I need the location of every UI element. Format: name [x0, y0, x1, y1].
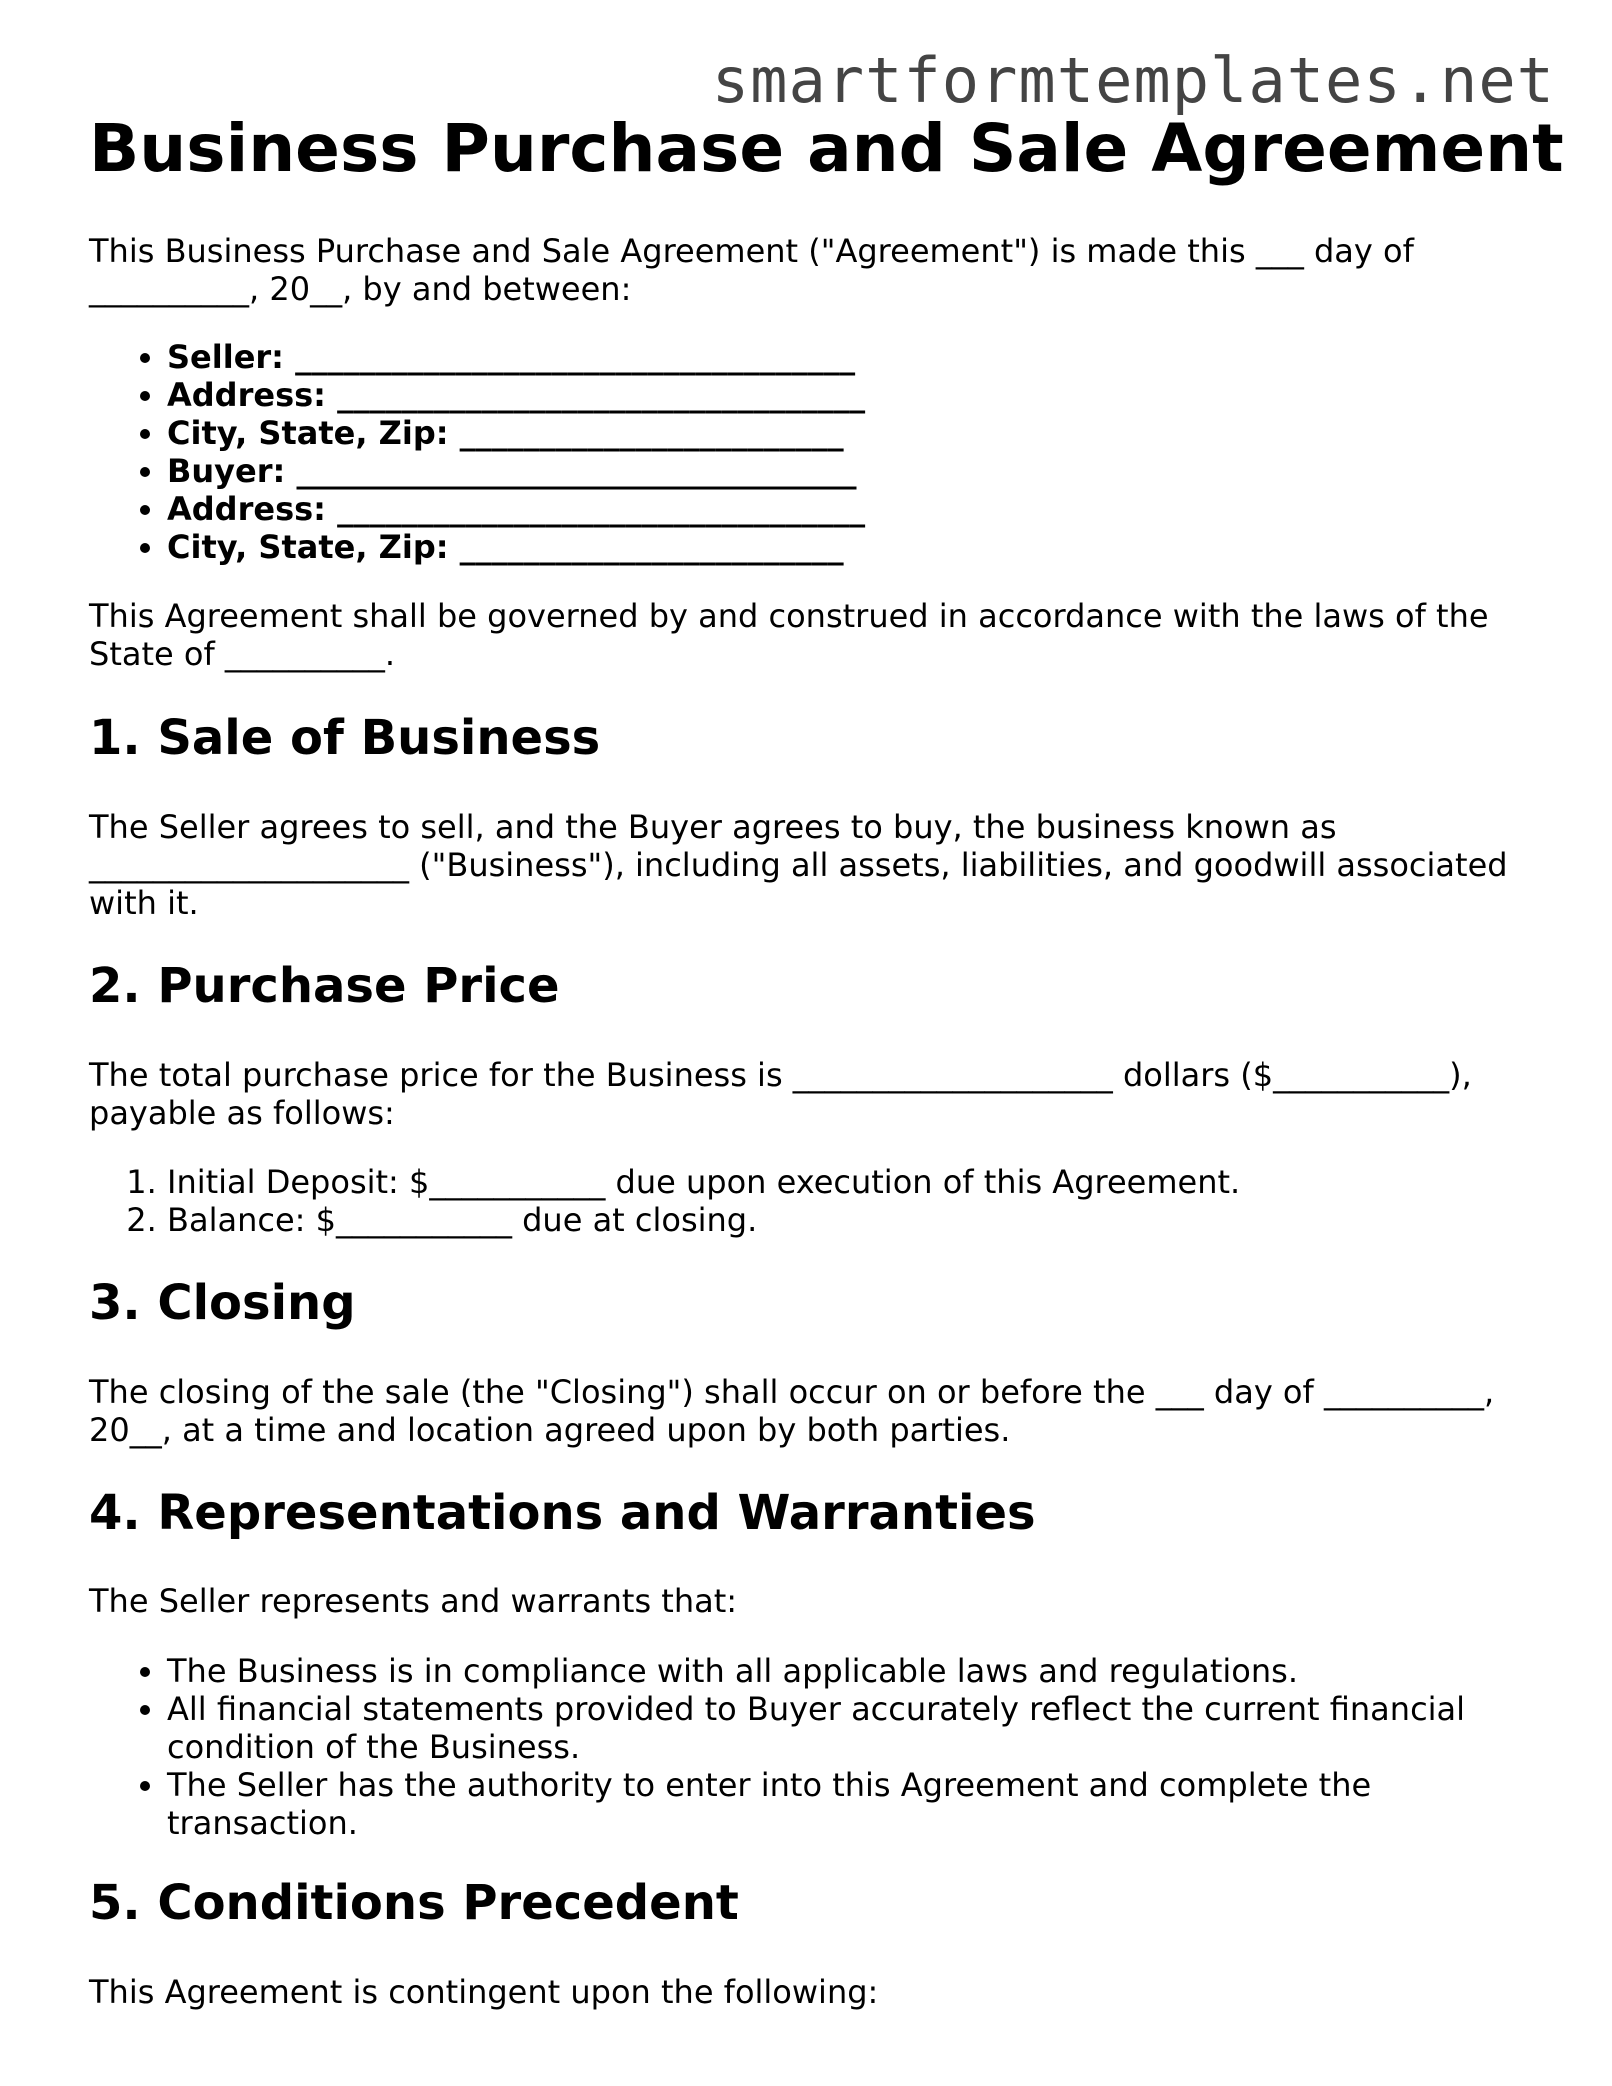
- party-buyer-address: • Address: _________________________________: [167, 490, 1509, 528]
- section-1-heading: 1. Sale of Business: [89, 710, 601, 766]
- watermark-site-name: smartformtemplates.net: [711, 44, 1555, 117]
- governing-law-paragraph: This Agreement shall be governed by and construed in accordance with the laws of the State of __________.: [89, 597, 1489, 673]
- party-seller-city-state-zip: • City, State, Zip: ________________________: [167, 414, 1509, 452]
- party-buyer: • Buyer: ___________________________________: [167, 452, 1509, 490]
- parties-list-block: [89, 338, 1509, 566]
- document-title: Business Purchase and Sale Agreement: [89, 110, 1564, 187]
- warranties-list-block: [89, 1652, 1509, 1842]
- section-4-heading: 4. Representations and Warranties: [89, 1485, 1036, 1541]
- payment-list-block: [89, 1163, 1509, 1239]
- party-seller-address: • Address: _________________________________: [167, 376, 1509, 414]
- party-buyer-city-state-zip: • City, State, Zip: ________________________: [167, 528, 1509, 566]
- section-5-text: This Agreement is contingent upon the following:: [89, 1973, 879, 2011]
- section-4-text: The Seller represents and warrants that:: [89, 1582, 738, 1620]
- section-5-heading: 5. Conditions Precedent: [89, 1875, 739, 1931]
- payment-balance: 2. Balance: $___________ due at closing.: [167, 1201, 1509, 1239]
- section-1-text: The Seller agrees to sell, and the Buyer agrees to buy, the business known as ____________________ ("Business"), including all assets, liabilities, and goodwill associated with it.: [89, 808, 1508, 922]
- section-3-text: The closing of the sale (the "Closing") shall occur on or before the ___ day of __________, 20__, at a time and location agreed upon by both parties.: [89, 1373, 1495, 1449]
- warranties-list: [89, 1652, 1509, 1842]
- warranty-compliance: • The Business is in compliance with all applicable laws and regulations.: [167, 1652, 1509, 1690]
- party-seller: • Seller: ___________________________________: [167, 338, 1509, 376]
- payment-list: [89, 1163, 1509, 1239]
- warranty-authority: • The Seller has the authority to enter into this Agreement and complete the transaction.: [167, 1766, 1509, 1842]
- parties-list: [89, 338, 1509, 566]
- intro-paragraph: This Business Purchase and Sale Agreement ("Agreement") is made this ___ day of __________, 20__, by and between:: [89, 232, 1414, 308]
- section-2-text: The total purchase price for the Business is ____________________ dollars ($___________), payable as follows:: [89, 1056, 1472, 1132]
- payment-initial-deposit: 1. Initial Deposit: $___________ due upon execution of this Agreement.: [167, 1163, 1509, 1201]
- section-3-heading: 3. Closing: [89, 1275, 356, 1331]
- warranty-financial-statements: • All financial statements provided to Buyer accurately reflect the current financial condition of the Business.: [167, 1690, 1509, 1766]
- section-2-heading: 2. Purchase Price: [89, 958, 560, 1014]
